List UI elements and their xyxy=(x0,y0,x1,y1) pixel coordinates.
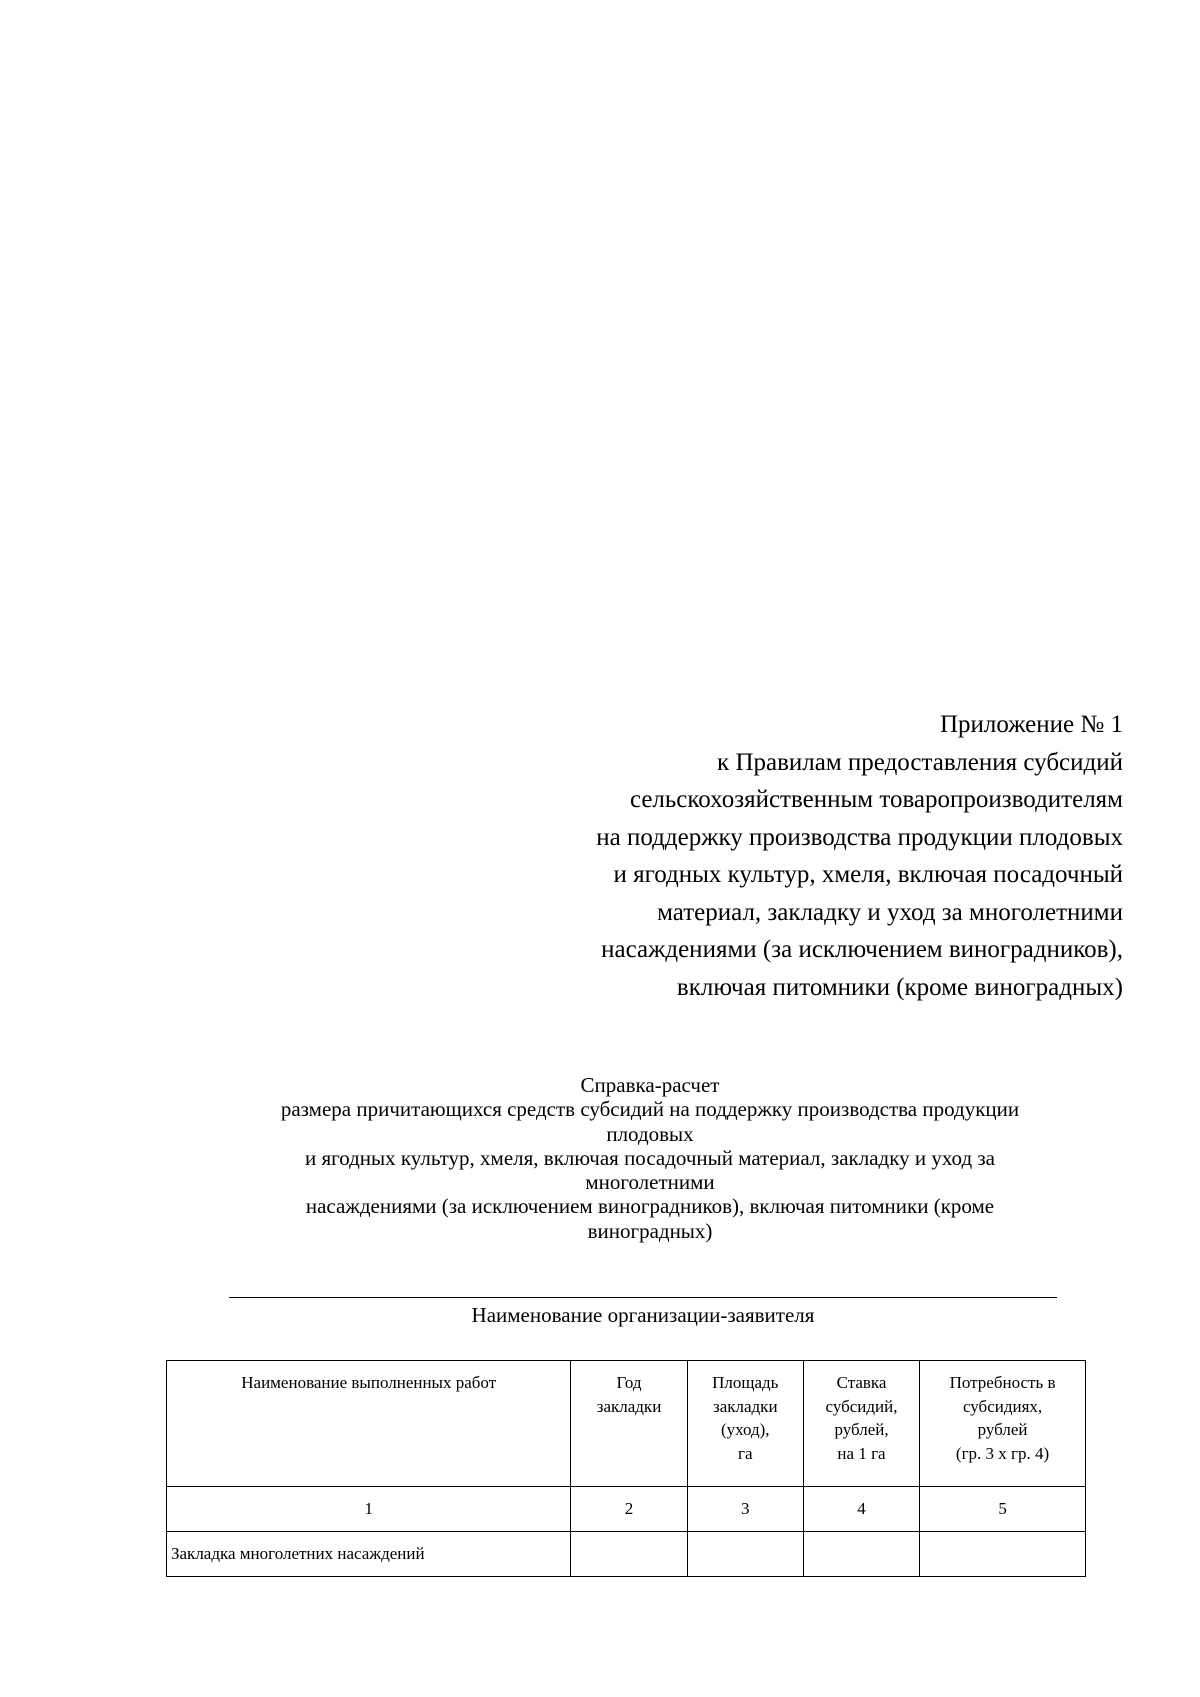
column-number: 5 xyxy=(920,1487,1086,1532)
table-cell-area xyxy=(687,1532,803,1577)
column-number: 4 xyxy=(803,1487,919,1532)
appendix-line: включая питомники (кроме виноградных) xyxy=(676,973,1123,1001)
table-row xyxy=(167,1532,1086,1577)
header-rate: Ставка субсидий, рублей, на 1 га xyxy=(803,1361,919,1487)
column-number: 3 xyxy=(687,1487,803,1532)
title-line: многолетними xyxy=(585,1170,715,1195)
column-number-row xyxy=(167,1487,1086,1532)
title-line: виноградных) xyxy=(587,1218,713,1243)
organization-name-field-line xyxy=(229,1297,1057,1298)
header-need: Потребность в субсидиях, рублей (гр. 3 х гр. 4) xyxy=(920,1361,1086,1487)
appendix-line: материал, закладку и уход за многолетними xyxy=(657,898,1123,926)
table-cell-work-name: Закладка многолетних насаждений xyxy=(167,1532,571,1577)
table-cell-year xyxy=(571,1532,687,1577)
appendix-line: на поддержку производства продукции плодовых xyxy=(596,823,1123,851)
organization-name-label: Наименование организации-заявителя xyxy=(471,1303,815,1327)
header-area: Площадь закладки (уход), га xyxy=(687,1361,803,1487)
title-line: и ягодных культур, хмеля, включая посадочный материал, закладку и уход за xyxy=(304,1145,996,1170)
appendix-line: и ягодных культур, хмеля, включая посадочный xyxy=(613,861,1123,888)
title-line: плодовых xyxy=(606,1121,694,1146)
table-header-row xyxy=(167,1361,1086,1487)
header-year: Год закладки xyxy=(571,1361,687,1487)
appendix-line: сельскохозяйственным товаропроизводителям xyxy=(629,786,1123,813)
subsidy-calculation-table xyxy=(166,1360,1086,1577)
column-number: 1 xyxy=(167,1487,571,1532)
table-cell-need xyxy=(920,1532,1086,1577)
table-cell-rate xyxy=(803,1532,919,1577)
title-line: размера причитающихся средств субсидий на поддержку производства продукции xyxy=(280,1097,1020,1122)
appendix-header xyxy=(423,706,1123,1006)
title-line: насаждениями (за исключением виноградников), включая питомники (кроме xyxy=(305,1194,995,1219)
document-title xyxy=(190,1073,1110,1243)
header-work-name: Наименование выполненных работ xyxy=(167,1361,571,1487)
appendix-line: к Правилам предоставления субсидий xyxy=(717,748,1123,776)
appendix-line: Приложение № 1 xyxy=(939,711,1123,738)
column-number: 2 xyxy=(571,1487,687,1532)
title-line: Справка-расчет xyxy=(580,1073,720,1097)
appendix-line: насаждениями (за исключением виноградников), xyxy=(601,936,1123,963)
